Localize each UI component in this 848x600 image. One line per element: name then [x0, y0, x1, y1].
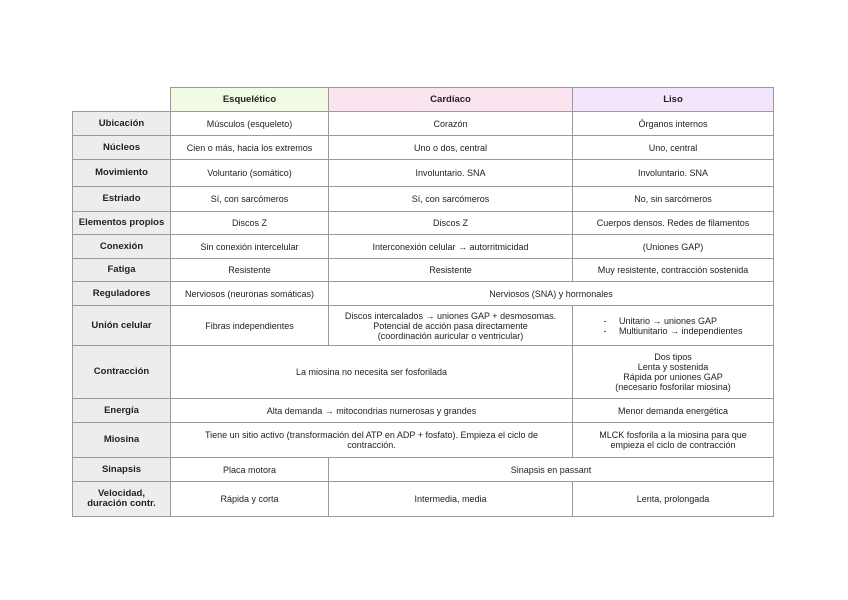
table-cell: Involuntario. SNA	[329, 160, 573, 187]
cell-line: empieza el ciclo de contracción	[610, 440, 736, 450]
table-cell: Voluntario (somático)	[171, 160, 329, 187]
column-header-cardiaco: Cardíaco	[329, 88, 573, 112]
table-cell: La miosina no necesita ser fosforilada	[171, 346, 573, 399]
row-header-line: Velocidad,	[98, 488, 145, 499]
table-row	[73, 235, 774, 259]
table-row	[73, 482, 774, 517]
table-cell: Corazón	[329, 112, 573, 136]
table-cell: Discos Z	[171, 212, 329, 235]
row-header: Unión celular	[73, 306, 171, 346]
cell-line: Dos tipos	[654, 352, 692, 362]
table-cell: Resistente	[329, 259, 573, 282]
row-header-line: duración contr.	[87, 498, 156, 509]
table-cell: Lenta, prolongada	[573, 482, 774, 517]
cell-line: (necesario fosforilar miosina)	[615, 382, 731, 392]
table-cell: (Uniones GAP)	[573, 235, 774, 259]
row-header: Miosina	[73, 423, 171, 458]
table-cell: Uno o dos, central	[329, 136, 573, 160]
table-cell: Involuntario. SNA	[573, 160, 774, 187]
table-row	[73, 212, 774, 235]
table-cell: Uno, central	[573, 136, 774, 160]
table-cell: Fibras independientes	[171, 306, 329, 346]
cell-line: MLCK fosforila a la miosina para que	[599, 430, 747, 440]
column-header-esqueletico: Esquelético	[171, 88, 329, 112]
row-header: Estriado	[73, 187, 171, 212]
table-cell: Nerviosos (neuronas somáticas)	[171, 282, 329, 306]
table-cell	[573, 346, 774, 399]
table-row	[73, 346, 774, 399]
table-cell: Sin conexión intercelular	[171, 235, 329, 259]
table-cell: Placa motora	[171, 458, 329, 482]
table-row	[73, 136, 774, 160]
cell-line: Discos intercalados → uniones GAP + desmosomas.	[344, 310, 557, 321]
table-cell: Sinapsis en passant	[329, 458, 774, 482]
table-cell: Sí, con sarcómeros	[171, 187, 329, 212]
row-header: Reguladores	[73, 282, 171, 306]
cell-line: contracción.	[347, 440, 396, 450]
table-row	[73, 112, 774, 136]
table-row	[73, 259, 774, 282]
row-header: Energía	[73, 399, 171, 423]
table-cell: Alta demanda → mitocondrias numerosas y grandes	[171, 399, 573, 423]
table-cell: Órganos internos	[573, 112, 774, 136]
table-row	[73, 187, 774, 212]
table-cell: Cien o más, hacia los extremos	[171, 136, 329, 160]
table-cell: Resistente	[171, 259, 329, 282]
row-header: Núcleos	[73, 136, 171, 160]
table-cell: Menor demanda energética	[573, 399, 774, 423]
table-cell: Intermedia, media	[329, 482, 573, 517]
table-cell	[329, 306, 573, 346]
table-cell: Muy resistente, contracción sostenida	[573, 259, 774, 282]
table-row	[73, 160, 774, 187]
table-cell: Sí, con sarcómeros	[329, 187, 573, 212]
row-header: Contracción	[73, 346, 171, 399]
row-header: Fatiga	[73, 259, 171, 282]
table-cell: Discos Z	[329, 212, 573, 235]
table-cell	[573, 423, 774, 458]
cell-line: (coordinación auricular o ventricular)	[377, 330, 524, 341]
table-row	[73, 458, 774, 482]
corner-cell	[73, 88, 171, 112]
table-cell	[573, 306, 774, 346]
table-row	[73, 399, 774, 423]
table-cell	[171, 423, 573, 458]
cell-line: Tiene un sitio activo (transformación del ATP en ADP + fosfato). Empieza el ciclo de	[204, 430, 539, 440]
table-row	[73, 306, 774, 346]
cell-line: Rápida por uniones GAP	[623, 372, 723, 382]
table-row	[73, 282, 774, 306]
row-header	[73, 482, 171, 517]
cell-line: Lenta y sostenida	[637, 362, 709, 372]
table-cell: Cuerpos densos. Redes de filamentos	[573, 212, 774, 235]
cell-line: Potencial de acción pasa directamente	[373, 320, 528, 331]
row-header: Elementos propios	[73, 212, 171, 235]
cell-line: - Unitario → uniones GAP	[603, 315, 717, 326]
row-header: Movimiento	[73, 160, 171, 187]
row-header: Ubicación	[73, 112, 171, 136]
table-cell: Nerviosos (SNA) y hormonales	[329, 282, 774, 306]
table-cell: Rápida y corta	[171, 482, 329, 517]
row-header: Sinapsis	[73, 458, 171, 482]
comparison-table	[72, 87, 774, 517]
cell-line: - Multiunitario → independientes	[603, 325, 743, 336]
row-header: Conexión	[73, 235, 171, 259]
column-header-liso: Liso	[573, 88, 774, 112]
table-cell: Interconexión celular → autorritmicidad	[329, 235, 573, 259]
table-cell: Músculos (esqueleto)	[171, 112, 329, 136]
table-row	[73, 423, 774, 458]
table-cell: No, sin sarcómeros	[573, 187, 774, 212]
